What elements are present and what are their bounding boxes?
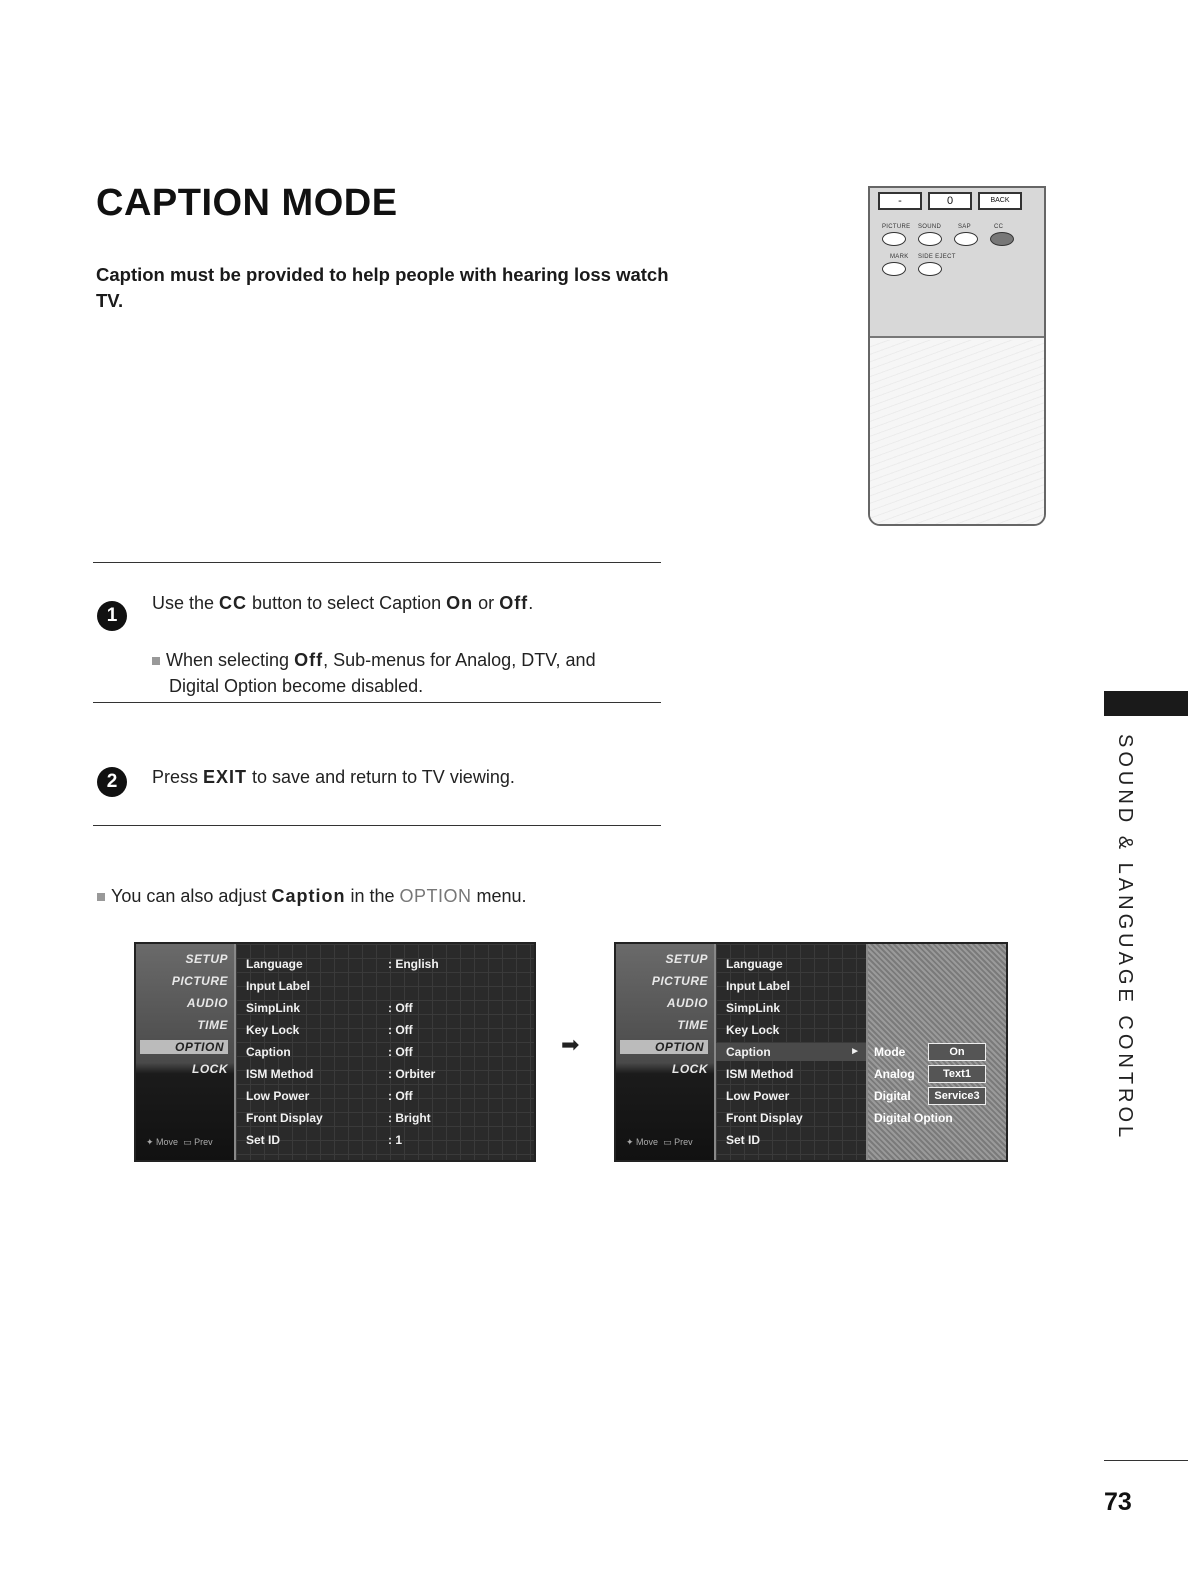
menu-lock: LOCK <box>672 1062 708 1076</box>
row-key-lock: Key Lock <box>246 1023 300 1037</box>
row-low-power: Low Power <box>246 1089 310 1103</box>
caption-submenu <box>866 944 1006 1160</box>
sap-oval-button <box>954 232 978 246</box>
tv-menu-sidebar <box>616 944 714 1160</box>
value-caption: : Off <box>388 1045 413 1059</box>
row-front-display: Front Display <box>726 1111 803 1125</box>
row-simplink: SimpLink <box>246 1001 301 1015</box>
mark-oval-button <box>882 262 906 276</box>
divider <box>93 702 661 703</box>
step-1-note: When selecting Off, Sub-menus for Analog, DTV, and Digital Option become disabled. <box>152 647 652 699</box>
tv-menu-sidebar <box>136 944 234 1160</box>
side-eject-oval-button <box>918 262 942 276</box>
minus-button: - <box>878 192 922 210</box>
value-simplink: : Off <box>388 1001 413 1015</box>
menu-lock: LOCK <box>192 1062 228 1076</box>
arrow-right-icon: ➡ <box>561 1032 580 1057</box>
step-1-badge: 1 <box>97 601 127 631</box>
menu-picture: PICTURE <box>651 974 708 988</box>
row-front-display: Front Display <box>246 1111 323 1125</box>
mark-label: MARK <box>890 254 909 260</box>
menu-setup: SETUP <box>185 952 228 966</box>
value-key-lock: : Off <box>388 1023 413 1037</box>
side-eject-label: SIDE EJECT <box>918 254 956 260</box>
submenu-mode-label: Mode <box>874 1045 906 1059</box>
step-1-text: Use the CC button to select Caption On or Off. <box>152 593 534 613</box>
divider <box>93 562 661 563</box>
row-set-id: Set ID <box>726 1133 761 1147</box>
section-tab: SOUND & LANGUAGE CONTROL <box>1114 734 1136 1142</box>
sound-oval-button <box>918 232 942 246</box>
submenu-arrow-icon: ► <box>850 1046 860 1057</box>
submenu-digital-value: Service3 <box>928 1087 986 1105</box>
menu-option: OPTION <box>620 1040 708 1054</box>
sound-label: SOUND <box>918 224 942 230</box>
menu-time: TIME <box>197 1018 228 1032</box>
menu-picture: PICTURE <box>171 974 228 988</box>
submenu-analog-value: Text1 <box>928 1065 986 1083</box>
row-key-lock: Key Lock <box>726 1023 780 1037</box>
row-input-label: Input Label <box>246 979 310 993</box>
row-language: Language <box>726 957 783 971</box>
tv-option-menu <box>134 942 536 1162</box>
row-caption: Caption <box>246 1045 291 1059</box>
sap-label: SAP <box>958 224 971 230</box>
submenu-digital-label: Digital <box>874 1089 911 1103</box>
back-button: BACK <box>978 192 1022 210</box>
row-caption-selected: Caption ► <box>716 1043 866 1061</box>
row-low-power: Low Power <box>726 1089 790 1103</box>
menu-time: TIME <box>677 1018 708 1032</box>
remote-top-panel <box>870 188 1044 338</box>
row-input-label: Input Label <box>726 979 790 993</box>
menu-audio: AUDIO <box>666 996 708 1010</box>
page-number-rule <box>1104 1460 1188 1461</box>
option-menu-note: You can also adjust Caption in the OPTION menu. <box>97 886 527 907</box>
value-set-id: : 1 <box>388 1133 403 1147</box>
row-ism-method: ISM Method <box>246 1067 314 1081</box>
remote-control-illustration <box>868 186 1046 526</box>
row-language: Language <box>246 957 303 971</box>
picture-oval-button <box>882 232 906 246</box>
cc-label: CC <box>994 224 1004 230</box>
divider <box>93 825 661 826</box>
cc-oval-button <box>990 232 1014 246</box>
row-set-id: Set ID <box>246 1133 281 1147</box>
bullet-icon <box>152 657 160 665</box>
submenu-analog-label: Analog <box>874 1067 915 1081</box>
menu-hint: ✦ Move ▭ Prev <box>146 1137 213 1147</box>
picture-label: PICTURE <box>882 224 911 230</box>
bullet-icon <box>97 893 105 901</box>
row-ism-method: ISM Method <box>726 1067 794 1081</box>
menu-setup: SETUP <box>665 952 708 966</box>
tv-caption-submenu <box>614 942 1008 1162</box>
section-tab-marker <box>1104 691 1188 716</box>
submenu-mode-value: On <box>928 1043 986 1061</box>
intro-text: Caption must be provided to help people with hearing loss watch TV. <box>96 264 669 311</box>
menu-option: OPTION <box>140 1040 228 1054</box>
zero-button: 0 <box>928 192 972 210</box>
page-number: 73 <box>1104 1488 1132 1516</box>
remote-bottom-panel <box>870 340 1044 524</box>
tv-menu-list <box>234 944 534 1160</box>
value-language: : English <box>388 957 439 971</box>
row-simplink: SimpLink <box>726 1001 781 1015</box>
tv-menu-list <box>714 944 866 1160</box>
step-2-text: Press EXIT to save and return to TV viewing. <box>152 767 515 787</box>
submenu-digital-option-label: Digital Option <box>874 1111 953 1125</box>
value-low-power: : Off <box>388 1089 413 1103</box>
value-ism-method: : Orbiter <box>388 1067 436 1081</box>
step-2-badge: 2 <box>97 767 127 797</box>
page-title: CAPTION MODE <box>96 182 398 224</box>
menu-audio: AUDIO <box>186 996 228 1010</box>
value-front-display: : Bright <box>388 1111 431 1125</box>
menu-hint: ✦ Move ▭ Prev <box>626 1137 693 1147</box>
